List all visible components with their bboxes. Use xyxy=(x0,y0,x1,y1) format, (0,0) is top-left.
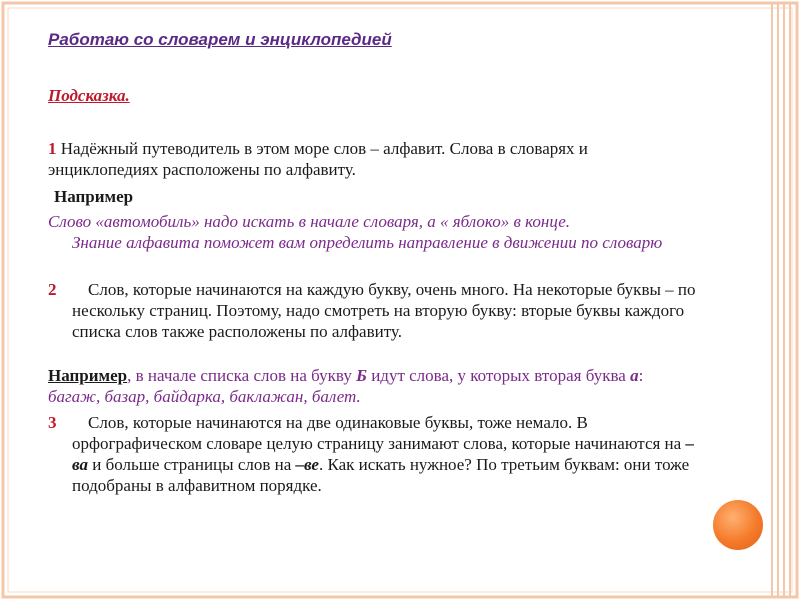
paragraph-3-suffix-ve: –ве xyxy=(295,455,319,474)
example-2-text-1: , в начале списка слов на букву xyxy=(127,366,357,385)
paragraph-3-text-3: . Как искать нужное? По третьим буквам: они тоже подобраны в алфавитном порядке. xyxy=(72,455,690,495)
example-2-text-2: идут слова, у которых вторая буква xyxy=(366,366,631,385)
paragraph-3 xyxy=(48,412,698,496)
paragraph-1-text: Надёжный путеводитель в этом море слов – алфавит. Слова в словарях и энциклопедиях расположены по алфавиту. xyxy=(48,139,588,179)
slide-title: Работаю со словарем и энциклопедией xyxy=(48,30,392,49)
paragraph-3-text-1: Слов, которые начинаются на две одинаковые буквы, тоже немало. В орфографическом словаре целую страницу занимают слова, которые начинаются на xyxy=(72,413,686,453)
example-2-heading: Например xyxy=(48,366,128,385)
paragraph-2-number: 2 xyxy=(48,280,57,299)
example-1-line1: Слово «автомобиль» надо искать в начале словаря, а « яблоко» в конце. xyxy=(48,212,571,231)
example-2-letter-a: а xyxy=(630,366,639,385)
paragraph-2 xyxy=(48,279,698,342)
example-1 xyxy=(48,186,698,253)
paragraph-2-text: Слов, которые начинаются на каждую букву, очень много. На некоторые буквы – по нескольку страниц. Поэтому, надо смотреть на вторую букву: вторые буквы каждого списка слов также расположены по алфавиту. xyxy=(72,280,696,341)
example-2-letter-b: Б xyxy=(356,366,367,385)
decorative-orange-circle xyxy=(713,500,763,550)
paragraph-1-number: 1 xyxy=(48,139,57,158)
paragraph-3-suffix-va: –ва xyxy=(72,434,694,474)
hint-heading: Подсказка. xyxy=(48,86,130,105)
example-2 xyxy=(48,365,698,407)
example-1-heading: Например xyxy=(54,187,134,206)
paragraph-3-number: 3 xyxy=(48,413,57,432)
example-1-rest: Знание алфавита поможет вам определить направление в движении по словарю xyxy=(72,233,663,252)
example-2-text-3: : xyxy=(638,366,644,385)
paragraph-3-text-2: и больше страницы слов на xyxy=(87,455,296,474)
paragraph-1 xyxy=(48,138,698,180)
example-2-words: багаж, базар, байдарка, баклажан, балет. xyxy=(48,387,361,406)
paragraph-3-body xyxy=(48,412,698,496)
